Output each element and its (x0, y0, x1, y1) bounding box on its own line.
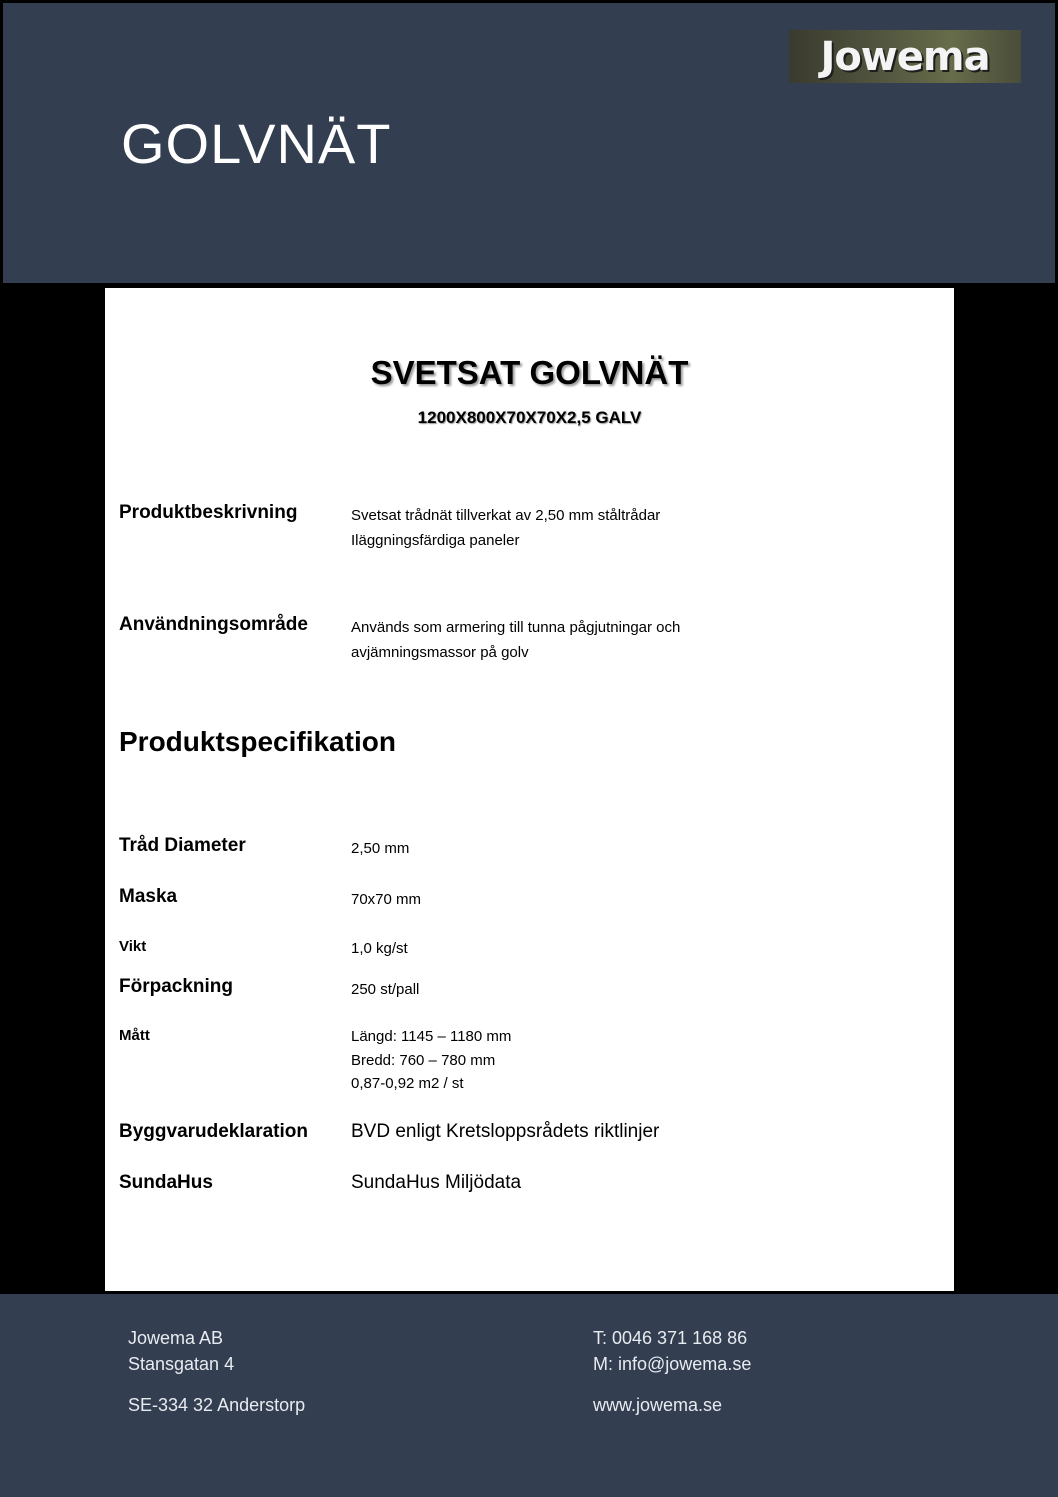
usage-value (351, 615, 680, 665)
page-header (3, 3, 1055, 283)
usage-line: Används som armering till tunna pågjutningar och (351, 619, 681, 636)
product-sheet (105, 288, 954, 1291)
diameter-value: 2,50 mm (351, 840, 410, 857)
footer-web[interactable]: www.jowema.se (593, 1395, 723, 1415)
footer-phone: T: 0046 371 168 86 (593, 1328, 748, 1348)
dimensions-value (351, 1025, 511, 1096)
description-line: Svetsat trådnät tillverkat av 2,50 mm ståltrådar (351, 507, 661, 524)
dimensions-line: Längd: 1145 – 1180 mm (351, 1028, 512, 1045)
footer-company: Jowema AB (128, 1328, 224, 1348)
diameter-label: Tråd Diameter (119, 835, 246, 856)
declaration-value[interactable]: BVD enligt Kretsloppsrådets riktlinjer (351, 1121, 660, 1142)
weight-label: Vikt (119, 938, 147, 955)
packaging-label: Förpackning (119, 976, 234, 997)
header-title: GOLVNÄT (121, 112, 392, 175)
weight-value: 1,0 kg/st (351, 940, 408, 957)
dimensions-line: 0,87-0,92 m2 / st (351, 1075, 464, 1092)
usage-line: avjämningsmassor på golv (351, 644, 529, 661)
sundahus-label: SundaHus (119, 1172, 213, 1193)
dimensions-line: Bredd: 760 – 780 mm (351, 1051, 496, 1069)
mesh-label: Maska (119, 886, 178, 907)
description-line: Iläggningsfärdiga paneler (351, 532, 520, 549)
declaration-label: Byggvarudeklaration (119, 1121, 308, 1142)
usage-label: Användningsområde (119, 614, 308, 635)
spec-title: Produktspecifikation (119, 726, 396, 757)
product-title: SVETSAT GOLVNÄT (370, 354, 689, 391)
product-subtitle: 1200X800X70X70X2,5 GALV (417, 408, 642, 427)
footer-postal: SE-334 32 Anderstorp (128, 1395, 306, 1415)
mesh-value: 70x70 mm (351, 891, 422, 908)
packaging-value: 250 st/pall (351, 981, 420, 998)
logo-text: Jowema (820, 33, 990, 80)
page-footer (0, 1294, 1058, 1497)
sundahus-value[interactable]: SundaHus Miljödata (351, 1172, 522, 1193)
description-label: Produktbeskrivning (119, 502, 298, 523)
description-value (351, 503, 660, 553)
dimensions-label: Mått (119, 1027, 150, 1044)
footer-street: Stansgatan 4 (128, 1354, 235, 1374)
jowema-logo (789, 30, 1021, 83)
footer-email[interactable]: M: info@jowema.se (593, 1354, 752, 1374)
